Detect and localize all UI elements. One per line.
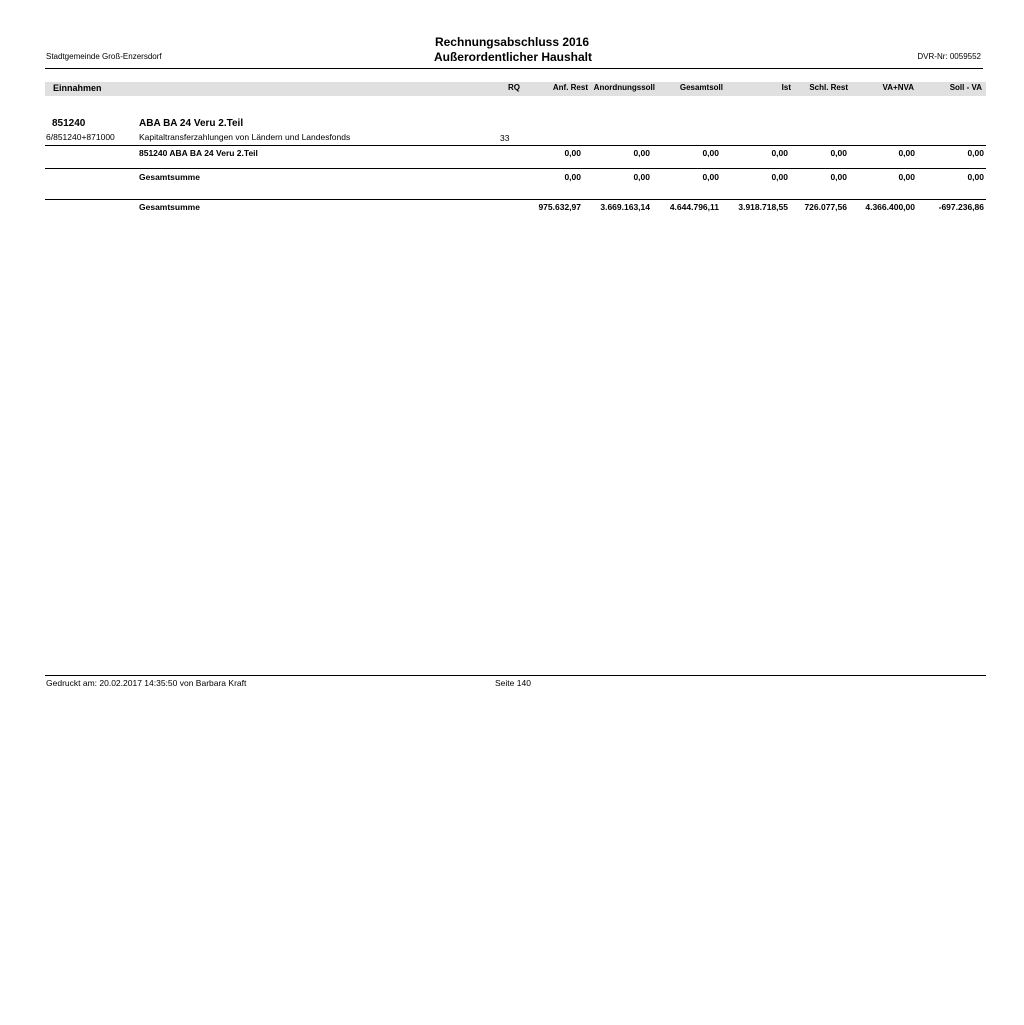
total1-ist: 0,00 xyxy=(771,172,788,182)
group-title: ABA BA 24 Veru 2.Teil xyxy=(139,118,244,129)
subtotal-ist: 0,00 xyxy=(771,148,788,158)
total1-va-nva: 0,00 xyxy=(898,172,915,182)
line-description: Kapitaltransferzahlungen von Ländern und Landesfonds xyxy=(139,132,351,142)
footer-rule xyxy=(45,675,986,676)
total2-anordnungssoll: 3.669.163,14 xyxy=(600,202,650,212)
line-rq: 33 xyxy=(500,133,510,143)
subtotal-va-nva: 0,00 xyxy=(898,148,915,158)
col-schl-rest: Schl. Rest xyxy=(809,83,848,92)
col-gesamtsoll: Gesamtsoll xyxy=(679,83,723,92)
col-soll-va: Soll - VA xyxy=(949,83,982,92)
report-title: Rechnungsabschluss 2016 xyxy=(434,35,590,49)
line-account: 6/851240+871000 xyxy=(46,132,115,142)
subtotal-anf-rest: 0,00 xyxy=(564,148,581,158)
subtotal-anordnungssoll: 0,00 xyxy=(633,148,650,158)
total1-soll-va: 0,00 xyxy=(967,172,984,182)
total2-ist: 3.918.718,55 xyxy=(738,202,788,212)
total2-soll-va: -697.236,86 xyxy=(938,202,984,212)
dvr-number: DVR-Nr: 0059552 xyxy=(917,52,981,61)
total2-label: Gesamtsumme xyxy=(139,202,200,212)
total2-gesamtsoll: 4.644.796,11 xyxy=(669,202,719,212)
subtotal-gesamtsoll: 0,00 xyxy=(702,148,719,158)
total1-label: Gesamtsumme xyxy=(139,172,200,182)
col-ist: Ist xyxy=(781,83,791,92)
page-number: Seite 140 xyxy=(495,678,531,688)
total1-schl-rest: 0,00 xyxy=(830,172,847,182)
subtotal-rule xyxy=(45,168,986,169)
printed-info: Gedruckt am: 20.02.2017 14:35:50 von Barbara Kraft xyxy=(46,678,247,688)
total1-rule xyxy=(45,199,986,200)
column-header-bar xyxy=(45,82,986,96)
group-code: 851240 xyxy=(52,118,86,129)
group-rule xyxy=(45,145,986,146)
col-section-label: Einnahmen xyxy=(53,83,102,93)
col-va-nva: VA+NVA xyxy=(882,83,914,92)
municipality-name: Stadtgemeinde Groß-Enzersdorf xyxy=(46,52,162,61)
report-subtitle: Außerordentlicher Haushalt xyxy=(433,50,593,64)
subtotal-schl-rest: 0,00 xyxy=(830,148,847,158)
total2-va-nva: 4.366.400,00 xyxy=(865,202,915,212)
total1-anf-rest: 0,00 xyxy=(564,172,581,182)
subtotal-soll-va: 0,00 xyxy=(967,148,984,158)
col-anf-rest: Anf. Rest xyxy=(552,83,588,92)
col-rq: RQ xyxy=(508,83,520,92)
subtotal-label: 851240 ABA BA 24 Veru 2.Teil xyxy=(139,148,258,158)
col-anordnungssoll: Anordnungssoll xyxy=(593,83,655,92)
total2-anf-rest: 975.632,97 xyxy=(538,202,581,212)
total1-gesamtsoll: 0,00 xyxy=(702,172,719,182)
total2-schl-rest: 726.077,56 xyxy=(804,202,847,212)
total1-anordnungssoll: 0,00 xyxy=(633,172,650,182)
header-rule xyxy=(45,68,983,69)
